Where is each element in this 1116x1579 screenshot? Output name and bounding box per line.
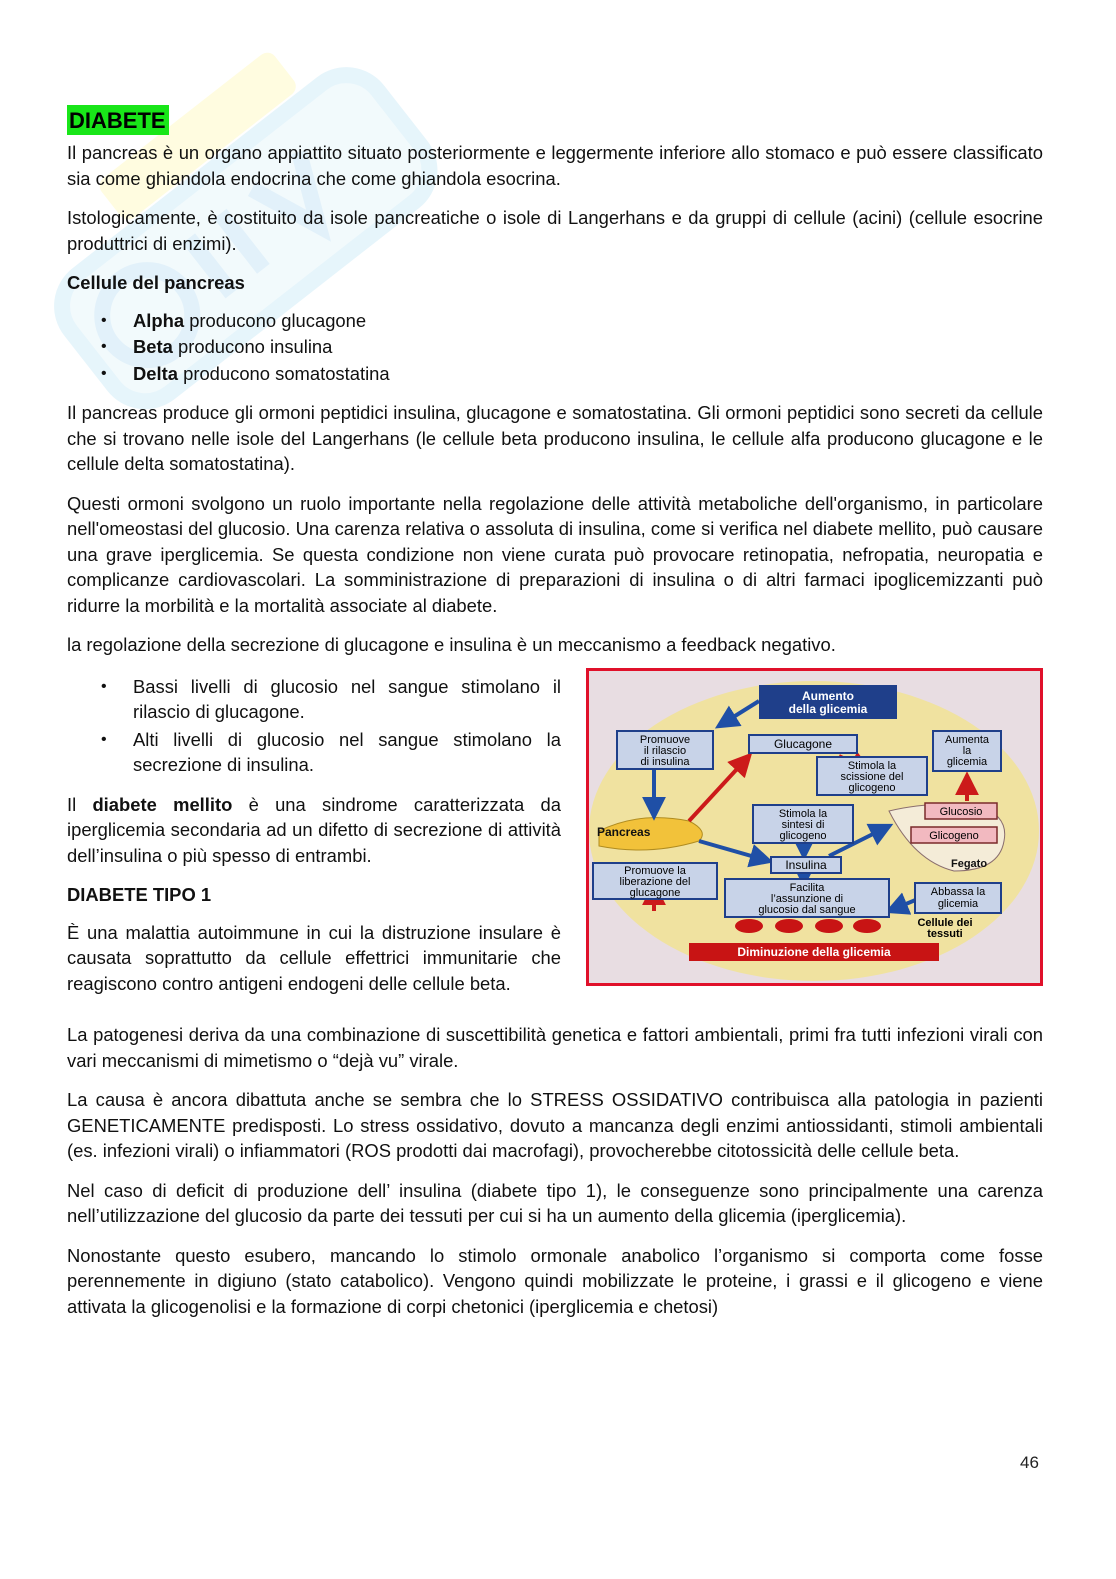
paragraph-mellito [67,792,561,869]
mellito-prefix: Il [67,793,93,815]
paragraph-feedback: la regolazione della secrezione di glucagone e insulina è un meccanismo a feedback negativo. [67,634,836,655]
document-body [67,105,1043,1333]
label: glucosio dal sangue [758,903,856,916]
label: glicogeno [779,829,827,842]
label: liberazione del [619,875,691,888]
box-stimola-sintesi [753,805,853,843]
label: Aumento [802,688,854,703]
label: sintesi di [781,818,825,831]
label: Stimola la [847,759,897,772]
label-cellule: Cellule dei [917,916,973,929]
paragraph-cause: La causa è ancora dibattuta anche se sembra che lo STRESS OSSIDATIVO contribuisca alla patologia in pazienti GENETICAMENTE predisposti. Lo stress ossidativo, dovuto a mancanza degli enzimi antiossidanti, stimoli ambientali (es. infezioni virali) o infiammatori (ROS prodotti dai macrofagi), provocherebbe citotossicità delle cellule beta. [67,1089,1043,1161]
label: scissione del [840,770,904,783]
label: Promuove la [624,864,686,877]
box-promuove-insulina [617,731,713,769]
mellito-bold: diabete mellito [92,793,233,815]
list-item [133,361,1043,387]
list-item: • Alti livelli di glucosio nel sangue stimolano la secrezione di insulina. [133,727,561,778]
type1-heading: DIABETE TIPO 1 [67,884,212,905]
label: di insulina [640,755,690,768]
cells-list [67,308,1043,387]
paragraph-deficit: Nel caso di deficit di produzione dell’ insulina (diabete tipo 1), le conseguenze sono principalmente una carenza nell’utilizzazione del glucosio da parte dei tessuti per cui si ha un aumento della glicemia (iperglicemia). [67,1179,1043,1226]
label: Glucosio [939,805,983,818]
feedback-section [67,666,1043,1011]
paragraph-hormones: Il pancreas produce gli ormoni peptidici insulina, glucagone e somatostatina. Gli ormoni peptidici sono secreti da cellule che si trovano nelle isole del Langerhans (le cellule beta producono insulina, le cellule alfa producono glucagone e le cellule delta somatostatina). [67,402,1043,474]
label: glicemia [946,755,988,768]
label: l’assunzione di [770,892,844,905]
label: Aumenta [944,733,990,746]
list-item [133,334,1043,360]
page-title: DIABETE [67,105,169,135]
label: Glicogeno [929,829,979,842]
box-stimola-scissione [817,757,927,795]
box-facilita [725,879,889,917]
glycemia-regulation-figure [586,668,1043,986]
cell-name: Delta [133,362,178,384]
feedback-text-column [67,666,561,1011]
box-glucosio [925,803,997,819]
box-aumento [759,685,897,719]
label: Diminuzione della glicemia [737,944,891,959]
label-pancreas: Pancreas [597,824,651,839]
label: Promuove [639,733,691,746]
cells-heading: Cellule del pancreas [67,272,245,293]
label: Facilita [789,881,825,894]
glycemia-diagram [589,671,1040,983]
box-promuove-glucagone [593,863,717,899]
label: della glicemia [788,701,868,716]
list-item: • Bassi livelli di glucosio nel sangue stimolano il rilascio di glucagone. [133,674,561,725]
list-item [133,308,1043,334]
label: glucagone [629,886,681,899]
box-abbassa [915,883,1001,913]
paragraph-role: Questi ormoni svolgono un ruolo importante nella regolazione delle attività metaboliche dell'organismo, in particolare nell'omeostasi del glucosio. Una carenza relativa o assoluta di insulina, come si verifica nel diabete mellito, può causare una grave iperglicemia. Se questa condizione non viene curata può provocare retinopatia, nefropatia, neuropatia e complicanze cardiovascolari. La somministrazione di preparazioni di insulina o di altri farmaci ipoglicemizzanti può ridurre la morbilità e la mortalità associate al diabete. [67,492,1043,616]
paragraph-intro: Il pancreas è un organo appiattito situato posteriormente e leggermente inferiore allo stomaco e può essere classificato sia come ghiandola endocrina che come ghiandola esocrina. [67,142,1043,189]
box-insulina [771,857,841,873]
paragraph-pathogenesis: La patogenesi deriva da una combinazione di suscettibilità genetica e fattori ambientali, primi fra tutti infezioni virali con vari meccanismi di mimetismo o “dejà vu” virale. [67,1024,1043,1071]
cell-name: Beta [133,336,173,357]
label: il rilascio [643,744,687,757]
label: Insulina [785,857,827,872]
label: glicogeno [848,781,896,794]
label: Stimola la [778,807,828,820]
label: Abbassa la [930,885,986,898]
label-tessuti: tessuti [927,927,963,940]
cell-text: producono somatostatina [177,362,390,384]
cell-text: producono glucagone [184,309,367,331]
paragraph-type1: È una malattia autoimmune in cui la distruzione insulare è causata soprattutto da cellule effettrici immunitarie che reagiscono contro antigeni endogeni delle cellule beta. [67,921,561,994]
page-number: 46 [1020,1453,1039,1472]
box-diminuzione [689,943,939,961]
box-glucagone [749,735,857,753]
feedback-list [67,674,561,778]
label: Glucagone [773,736,833,751]
paragraph-histology: Istologicamente, è costituito da isole pancreatiche o isole di Langerhans e da gruppi di cellule (acini) (cellule esocrine produttrici di enzimi). [67,207,1043,254]
box-glicogeno [911,827,997,843]
cell-text: producono insulina [172,336,333,357]
label-fegato: Fegato [951,857,988,870]
label: la [962,744,972,757]
cell-name: Alpha [133,309,185,331]
paragraph-catabolic: Nonostante questo esubero, mancando lo stimolo ormonale anabolico l’organismo si comporta come fosse perennemente in digiuno (stato catabolico). Vengono quindi mobilizzate le proteine, i grassi e il glicogeno e viene attivata la glicogenolisi e la formazione di corpi chetonici (iperglicemia e chetosi) [67,1244,1043,1317]
mellito-suffix: è una sindrome caratterizzata da iperglicemia secondaria ad un difetto di secrezione di attività dell’insulina o più spesso di entrambi. [67,793,561,866]
label: glicemia [937,897,979,910]
box-aumenta [933,731,1001,771]
